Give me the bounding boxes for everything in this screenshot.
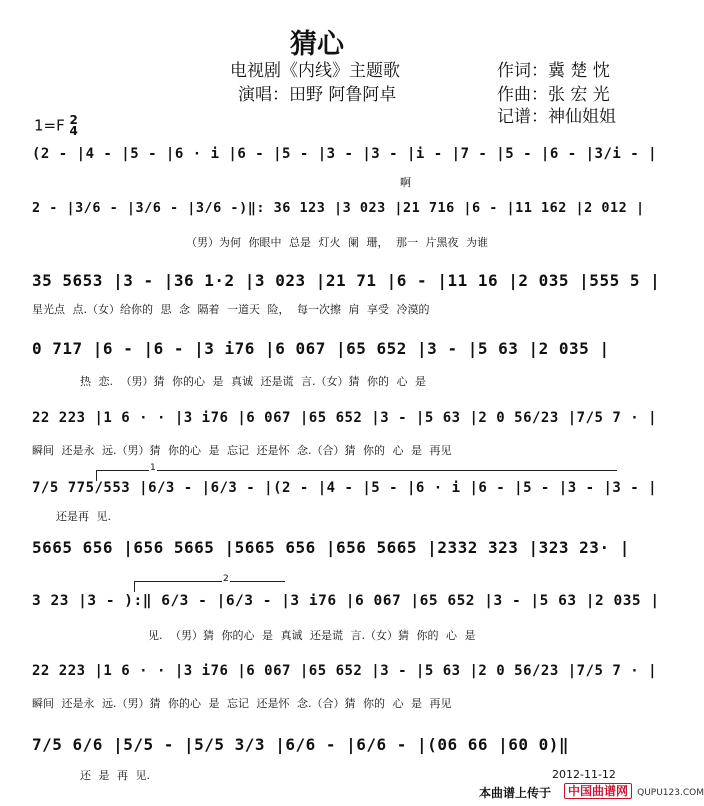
first-ending-number: 1 [150, 463, 156, 473]
lyrics: 瞬间 还是永 远.（男）猜 你的心 是 忘记 还是怀 念.（合）猜 你的 心 是 再见 [32, 444, 452, 457]
site-domain: QUPU123.COM [637, 788, 704, 798]
score-line-9 [0, 663, 668, 710]
score-line-8 [0, 574, 668, 642]
singers: 演唱：田野 阿鲁阿卓 [238, 85, 397, 105]
score-line-4 [0, 339, 668, 388]
composer: 作曲：张 宏 光 [497, 85, 610, 105]
notation: 7/5 775/553 |6/3 - |6/3 - |(2 - |4 - |5 - |6 · i |6 - |5 - |3 - |3 - | [32, 480, 658, 496]
lyrics: 见. （男）猜 你的心 是 真诚 还是谎 言.（女）猜 你的 心 是 [148, 629, 476, 642]
key-signature [34, 115, 78, 137]
second-ending-bracket [134, 574, 285, 592]
notation: 7/5 6/6 |5/5 - |5/5 3/3 |6/6 - |6/6 - |(06 66 |60 0)‖ [32, 735, 570, 754]
notation: (2 - |4 - |5 - |6 · i |6 - |5 - |3 - |3 - |i - |7 - |5 - |6 - |3/i - | [32, 146, 658, 162]
score-line-5 [0, 410, 668, 457]
lyrics: 瞬间 还是永 远.（男）猜 你的心 是 忘记 还是怀 念.（合）猜 你的 心 是 再见 [32, 697, 452, 710]
notation: 2 - |3/6 - |3/6 - |3/6 -)‖: 36 123 |3 023 |21 716 |6 - |11 162 |2 012 | [32, 200, 645, 216]
lyrics: 还 是 再 见. [80, 769, 150, 782]
lyrics: 啊 [400, 176, 411, 189]
song-title: 猜心 [290, 29, 344, 60]
upload-date: 2012-11-12 [552, 768, 616, 781]
lyrics: 热 恋. （男）猜 你的心 是 真诚 还是谎 言.（女）猜 你的 心 是 [80, 375, 426, 388]
lyricist: 作词：冀 楚 忱 [497, 61, 610, 81]
lyrics: （男）为何 你眼中 总是 灯火 阑 珊， 那一 片黑夜 为谁 [186, 236, 488, 249]
upload-label: 本曲谱上传于 [479, 786, 552, 800]
lyrics: 星光点 点.（女）给你的 思 念 隔着 一道天 险， 每一次擦 肩 享受 冷漠的 [32, 303, 430, 316]
notation: 3 23 |3 - ):‖ 6/3 - |6/3 - |3 i76 |6 067 |65 652 |3 - |5 63 |2 035 | [32, 593, 660, 609]
key: 1=F [34, 116, 65, 135]
second-ending-number: 2 [223, 574, 229, 584]
notation: 35 5653 |3 - |36 1·2 |3 023 |21 71 |6 - |11 16 |2 035 |555 5 | [32, 271, 661, 290]
time-bottom: 4 [69, 124, 78, 138]
notation: 22 223 |1 6 · · |3 i76 |6 067 |65 652 |3 - |5 63 |2 0 56/23 |7/5 7 · | [32, 663, 658, 679]
score-line-3 [0, 271, 668, 316]
site-name: 中国曲谱网 [564, 783, 632, 799]
song-subtitle: 电视剧《内线》主题歌 [230, 61, 400, 81]
notation: 5665 656 |656 5665 |5665 656 |656 5665 |2332 323 |323 23· | [32, 538, 630, 557]
time-signature [70, 115, 78, 137]
lyrics: 还是再 见. [56, 510, 111, 523]
site-logo[interactable] [564, 780, 704, 799]
score-line-7 [0, 538, 668, 570]
score-line-2 [0, 200, 668, 249]
transcriber: 记谱：神仙姐姐 [497, 107, 616, 127]
notation: 0 717 |6 - |6 - |3 i76 |6 067 |65 652 |3 - |5 63 |2 035 | [32, 339, 610, 358]
time-top: 2 [69, 113, 78, 127]
score-line-1 [0, 146, 668, 189]
notation: 22 223 |1 6 · · |3 i76 |6 067 |65 652 |3 - |5 63 |2 0 56/23 |7/5 7 · | [32, 410, 658, 426]
score-line-6 [0, 463, 668, 523]
